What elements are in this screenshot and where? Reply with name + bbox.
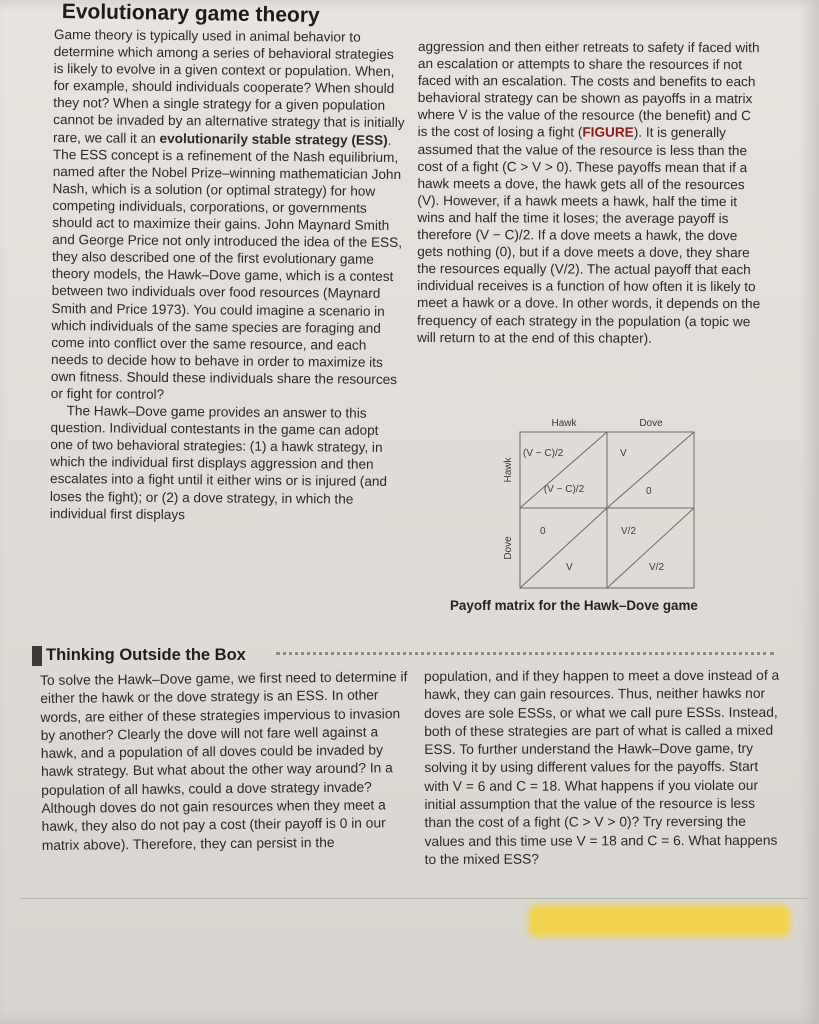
p1-text-start: Game theory is typically used in animal behavior to determine which among a series of behavioral strategies is likely to evolve in a given context or population. When, for example, should individuals cooperate? When should they not? When a single strategy for a given population cannot be invaded by an alternative strategy that is initially rare, we call it an — [52, 26, 405, 146]
col-header-dove: Dove — [639, 418, 663, 429]
right-column — [417, 38, 764, 347]
box-dotted-divider — [276, 652, 774, 655]
payoff-hawk-hawk-top: (V − C)/2 — [523, 448, 564, 459]
diag-dove-hawk — [520, 508, 607, 588]
ess-term: evolutionarily stable strategy (ESS) — [159, 130, 388, 148]
figure-caption: Payoff matrix for the Hawk–Dove game — [450, 598, 698, 613]
left-column — [50, 26, 406, 525]
box-marker — [32, 646, 42, 666]
box-left-text: To solve the Hawk–Dove game, we first need to determine if either the hawk or the dove strategy is an ESS. In other words, are either of these strategies impervious to invasion by another? Clearly the dove will not fare well against a hawk, and a population of all doves could be invaded by hawk strategy. But what about the other way around? In a population of all hawks, could a dove strategy invade? Although doves do not gain resources when they meet a hawk, they also do not pay a cost (their payoff is 0 in our matrix above). Therefore, they can persist in the — [40, 669, 408, 853]
figure-reference-link[interactable]: FIGURE — [582, 125, 634, 141]
left-paragraph-1 — [51, 26, 406, 405]
diag-hawk-hawk — [520, 432, 607, 508]
payoff-hawk-hawk-bottom: (V − C)/2 — [543, 484, 585, 495]
payoff-dove-hawk-top: 0 — [540, 526, 546, 537]
row-header-dove: Dove — [503, 536, 514, 560]
payoff-matrix-svg — [496, 414, 736, 604]
payoff-hawk-dove-bottom: 0 — [646, 486, 652, 497]
box-left-column — [40, 668, 412, 855]
right-text-end: ). It is generally assumed that the value of the resource is less than the cost of a fight (C > V > 0). These payoffs mean that if a hawk meets a dove, the hawk gets all of the resources (V). However, if a hawk meets a hawk, half the time it wins and half the time it loses; the average payoff is therefore (V − C)/2. If a dove meets a hawk, the dove gets nothing (0), but if a dove meets a dove, they share the resources equally (V/2). The actual payoff that each individual receives is a function of how often it is likely to meet a hawk or a dove. In other words, it depends on the frequency of each strategy in the population (a topic we will return to at the end of this chapter). — [416, 125, 761, 346]
payoff-dove-dove-bottom: V/2 — [649, 562, 665, 573]
diag-dove-dove — [607, 508, 694, 588]
payoff-hawk-dove-top: V — [620, 448, 627, 459]
left-paragraph-2: The Hawk–Dove game provides an answer to this question. Individual contestants in the game can adopt one of two behavioral strategies: (1) a hawk strategy, in which the individual first displays aggression and then escalates into a fight until it either wins or is injured (and loses the fight); or (2) a dove strategy, in which the individual first displays — [49, 403, 388, 522]
col-header-hawk: Hawk — [551, 418, 577, 429]
section-heading: Evolutionary game theory — [61, 0, 320, 28]
box-right-text: population, and if they happen to meet a dove instead of a hawk, they can gain resources. Thus, neither hawks nor doves are sole ESSs, or what we call pure ESSs. Instead, both of these strategies are part of what is called a mixed ESS. To further understand the Hawk–Dove game, try solving it by using different values for the payoffs. Start with V = 6 and C = 18. What happens if you violate our initial assumption that the value of the resource is less than the cost of a fight (C > V > 0)? Try reversing the values and this time use V = 18 and C = 6. What happens to the mixed ESS? — [424, 667, 780, 867]
box-title: Thinking Outside the Box — [46, 646, 246, 664]
payoff-matrix — [496, 414, 736, 604]
row-header-hawk: Hawk — [503, 457, 514, 483]
right-text-start: aggression and then either retreats to safety if faced with an escalation or attempts to share the resources if not faced with an escalation. The costs and benefits to each behavioral strategy can be shown as payoffs in a matrix where V is the value of the resource (the benefit) and C is the cost of losing a fight ( — [417, 38, 760, 141]
payoff-dove-hawk-bottom: V — [566, 562, 573, 573]
payoff-dove-dove-top: V/2 — [621, 526, 637, 537]
yellow-highlighter-mark — [528, 905, 790, 937]
p1-text-end: . The ESS concept is a refinement of the Nash equilibrium, named after the Nobel Prize–winning mathematician John Nash, which is a solution (or optimal strategy) for how competing individuals, corporations, or governments should act to maximize their gains. John Maynard Smith and George Price not only introduced the idea of the ESS, they also described one of the first evolutionary game theory models, the Hawk–Dove game, which is a contest between two individuals over food resources (Maynard Smith and Price 1973). You could imagine a scenario in which individuals of the same species are foraging and come into conflict over the same resource, and each needs to decide how to behave in order to maximize its own fitness. Should these individuals share the resources or fight for control? — [50, 132, 403, 402]
right-paragraph — [417, 38, 764, 347]
box-right-column — [424, 667, 785, 870]
box-bottom-border — [20, 898, 808, 899]
